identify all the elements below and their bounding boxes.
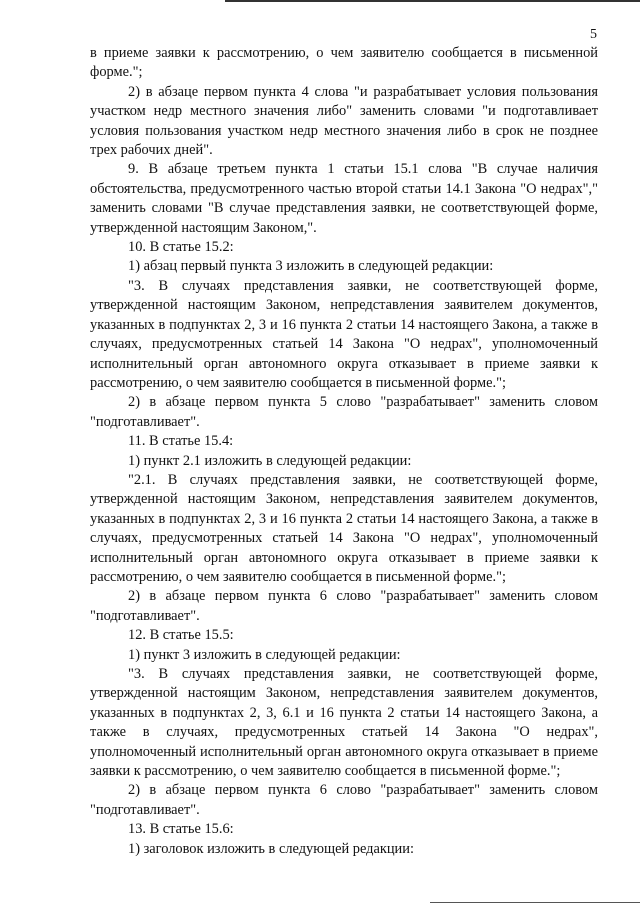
paragraph: 9. В абзаце третьем пункта 1 статьи 15.1 слова "В случае наличия обстоятельства, предусмотренного частью второй статьи 14.1 Закона "О недрах"," заменить словами "В случае представления заявки, не соответствующей форме, утвержденной настоящим Законом,". [90,161,598,236]
paragraph: 1) абзац первый пункта 3 изложить в следующей редакции: [128,258,494,275]
paragraph: "3. В случаях представления заявки, не соответствующей форме, утвержденной настоящим Законом, непредставления заявителем документов, указанных в подпунктах 2, 3, 6.1 и 16 пункта 2 статьи 14 настоящего Закона, а также в случаях, предусмотренных статьей 14 Закона "О недрах", уполномоченный исполнительный орган автономного округа отказывает в приеме заявки к рассмотрению, о чем заявителю сообщается в письменной форме."; [90,666,598,780]
section-heading: 11. В статье 15.4: [128,433,234,450]
paragraph: в приеме заявки к рассмотрению, о чем заявителю сообщается в письменной форме."; [90,45,598,81]
paragraph: 2) в абзаце первом пункта 5 слово "разрабатывает" заменить словом "подготавливает". [90,394,598,430]
paragraph: "3. В случаях представления заявки, не соответствующей форме, утвержденной настоящим Законом, непредставления заявителем документов, указанных в подпунктах 2, 3 и 16 пункта 2 статьи 14 настоящего Закона, а также в случаях, предусмотренных статьей 14 Закона "О недрах", уполномоченный исполнительный орган автономного округа отказывает в приеме заявки к рассмотрению, о чем заявителю сообщается в письменной форме."; [90,277,598,391]
paragraph: 1) пункт 3 изложить в следующей редакции: [128,646,401,663]
paragraph: 2) в абзаце первом пункта 4 слова "и разрабатывает условия пользования участком недр местного значения либо" заменить словами "и подготавливает условия пользования участком недр местного значения либо в срок не позднее трех рабочих дней". [90,83,598,159]
paragraph: 1) пункт 2.1 изложить в следующей редакции: [128,452,412,469]
paragraph: "2.1. В случаях представления заявки, не соответствующей форме, утвержденной настоящим Законом, непредставления заявителем документов, указанных в подпунктах 2, 3 и 16 пункта 2 статьи 14 настоящего Закона, а также в случаях, предусмотренных статьей 14 Закона "О недрах", уполномоченный исполнительный орган автономного округа отказывает в приеме заявки к рассмотрению, о чем заявителю сообщается в письменной форме."; [90,471,598,585]
paragraph: 1) заголовок изложить в следующей редакции: [128,840,414,857]
section-heading: 10. В статье 15.2: [128,239,234,256]
document-body [90,44,598,859]
section-heading: 13. В статье 15.6: [128,821,234,838]
page-number: 5 [590,27,597,42]
paragraph: 2) в абзаце первом пункта 6 слово "разрабатывает" заменить словом "подготавливает". [90,588,598,624]
paragraph: 2) в абзаце первом пункта 6 слово "разрабатывает" заменить словом "подготавливает". [90,782,598,818]
section-heading: 12. В статье 15.5: [128,627,234,644]
scan-top-edge [225,0,640,2]
scan-bottom-edge [430,902,640,903]
